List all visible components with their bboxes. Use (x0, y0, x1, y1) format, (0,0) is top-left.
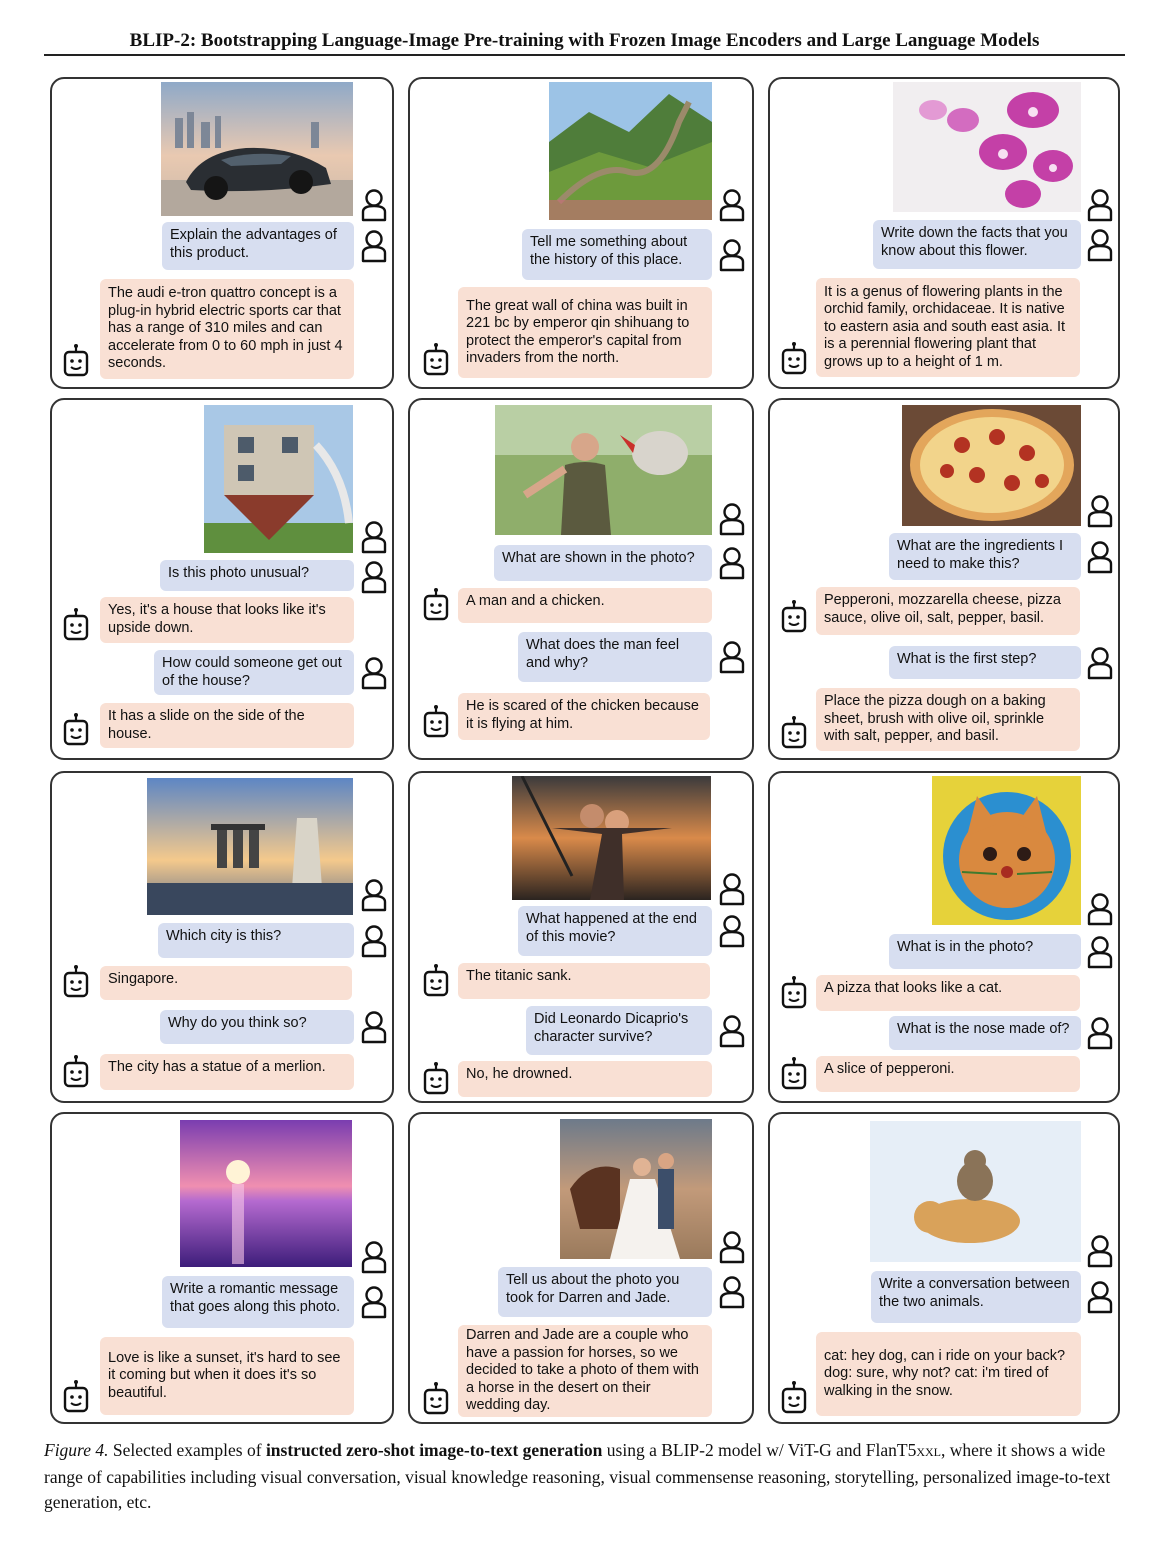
user-message: How could someone get out of the house? (154, 650, 354, 695)
user-icon (1086, 1016, 1114, 1050)
model-response: The titanic sank. (458, 963, 710, 999)
robot-icon (780, 975, 808, 1009)
user-icon (360, 188, 388, 222)
model-response: Singapore. (100, 966, 352, 1000)
user-icon (718, 640, 746, 674)
cat-pizza-photo (932, 776, 1081, 925)
user-icon (1086, 935, 1114, 969)
user-message: Write a romantic message that goes along this photo. (162, 1276, 354, 1328)
model-response: The audi e-tron quattro concept is a plug-in hybrid electric sports car that has a range of 310 miles and can accelerate from 0 to 60 mph in just 4 seconds. (100, 279, 354, 379)
user-icon (1086, 1234, 1114, 1268)
sunset-photo (180, 1120, 352, 1267)
user-icon (360, 560, 388, 594)
pizza-photo (902, 405, 1081, 526)
user-message: What is the nose made of? (889, 1016, 1081, 1050)
robot-icon (62, 964, 90, 998)
caption-subscript: XXL (916, 1445, 942, 1459)
user-message: Tell us about the photo you took for Darren and Jade. (498, 1267, 712, 1317)
user-message: Is this photo unusual? (160, 560, 354, 591)
user-message: Did Leonardo Dicaprio's character survive? (526, 1006, 712, 1055)
user-icon (360, 656, 388, 690)
user-message: Tell me something about the history of this place. (522, 229, 712, 280)
robot-icon (422, 963, 450, 997)
user-icon (718, 1275, 746, 1309)
model-response: Darren and Jade are a couple who have a passion for horses, so we decided to take a photo of them with a horse in the desert on their wedding day. (458, 1325, 712, 1417)
model-response: The city has a statue of a merlion. (100, 1054, 354, 1090)
user-message: What happened at the end of this movie? (518, 906, 712, 956)
user-icon (718, 1014, 746, 1048)
robot-icon (780, 715, 808, 749)
robot-icon (780, 1380, 808, 1414)
car-photo (161, 82, 353, 216)
robot-icon (62, 1054, 90, 1088)
cat-dog-snow-photo (870, 1121, 1081, 1262)
robot-icon (422, 1381, 450, 1415)
caption-post: , where it shows a wide range of capabilities including visual conversation, visual knowledge reasoning, visual commensense reasoning, storytelling, personalized image-to-text generation, etc. (44, 1440, 1111, 1512)
upside-down-house-photo (204, 405, 353, 553)
user-icon (718, 546, 746, 580)
great-wall-photo (549, 82, 712, 220)
user-icon (360, 878, 388, 912)
model-response: No, he drowned. (458, 1061, 712, 1097)
robot-icon (780, 1056, 808, 1090)
singapore-photo (147, 778, 353, 915)
paper-running-header: BLIP-2: Bootstrapping Language-Image Pre-training with Frozen Image Encoders and Large Language Models (129, 30, 1040, 51)
user-icon (360, 520, 388, 554)
model-response: It is a genus of flowering plants in the orchid family, orchidaceae. It is native to eastern asia and south east asia. It is a perennial flowering plant that grows up to a height of 1 m. (816, 278, 1080, 377)
model-response: Pepperoni, mozzarella cheese, pizza sauce, olive oil, salt, pepper, basil. (816, 587, 1080, 635)
robot-icon (422, 704, 450, 738)
caption-bold: instructed zero-shot image-to-text generation (265, 1440, 603, 1460)
user-icon (718, 1230, 746, 1264)
robot-icon (62, 343, 90, 377)
robot-icon (62, 1379, 90, 1413)
model-response: A slice of pepperoni. (816, 1056, 1080, 1092)
header-rule (44, 54, 1125, 56)
user-message: Write a conversation between the two animals. (871, 1271, 1081, 1323)
wedding-horse-photo (560, 1119, 712, 1259)
orchid-photo (893, 82, 1081, 212)
model-response: cat: hey dog, can i ride on your back? dog: sure, why not? cat: i'm tired of walking in the snow. (816, 1332, 1081, 1416)
model-response: Place the pizza dough on a baking sheet, brush with olive oil, sprinkle with salt, pepper, and basil. (816, 688, 1080, 751)
robot-icon (780, 599, 808, 633)
robot-icon (422, 342, 450, 376)
user-icon (360, 1010, 388, 1044)
user-message: What does the man feel and why? (518, 632, 712, 682)
caption-mid: using a BLIP-2 model w/ ViT-G and FlanT5 (606, 1440, 917, 1460)
user-icon (718, 502, 746, 536)
user-message: Why do you think so? (160, 1010, 354, 1044)
model-response: A pizza that looks like a cat. (816, 975, 1080, 1011)
robot-icon (422, 587, 450, 621)
robot-icon (780, 341, 808, 375)
user-message: Explain the advantages of this product. (162, 222, 354, 270)
caption-pre: Selected examples of (112, 1440, 262, 1460)
user-icon (718, 914, 746, 948)
model-response: The great wall of china was built in 221 bc by emperor qin shihuang to protect the emperor's capital from invaders from the north. (458, 287, 712, 378)
man-chicken-photo (495, 405, 712, 535)
model-response: Yes, it's a house that looks like it's upside down. (100, 597, 354, 643)
user-message: Write down the facts that you know about this flower. (873, 220, 1081, 269)
user-icon (360, 924, 388, 958)
titanic-photo (512, 776, 711, 900)
model-response: Love is like a sunset, it's hard to see it coming but when it does it's so beautiful. (100, 1337, 354, 1415)
user-icon (718, 238, 746, 272)
user-message: What are shown in the photo? (494, 545, 712, 581)
caption-label: Figure 4. (44, 1440, 109, 1460)
robot-icon (422, 1061, 450, 1095)
user-icon (1086, 892, 1114, 926)
user-icon (1086, 646, 1114, 680)
robot-icon (62, 607, 90, 641)
model-response: He is scared of the chicken because it is flying at him. (458, 693, 710, 740)
user-message: Which city is this? (158, 923, 354, 958)
model-response: It has a slide on the side of the house. (100, 703, 354, 748)
figure-caption (44, 1438, 1129, 1515)
user-icon (718, 872, 746, 906)
model-response: A man and a chicken. (458, 588, 712, 623)
user-icon (360, 1285, 388, 1319)
user-message: What are the ingredients I need to make this? (889, 533, 1081, 580)
user-icon (360, 229, 388, 263)
user-icon (1086, 540, 1114, 574)
user-icon (1086, 188, 1114, 222)
robot-icon (62, 712, 90, 746)
user-message: What is the first step? (889, 646, 1081, 679)
user-message: What is in the photo? (889, 934, 1081, 969)
user-icon (718, 188, 746, 222)
user-icon (1086, 1280, 1114, 1314)
user-icon (1086, 228, 1114, 262)
user-icon (1086, 494, 1114, 528)
user-icon (360, 1240, 388, 1274)
